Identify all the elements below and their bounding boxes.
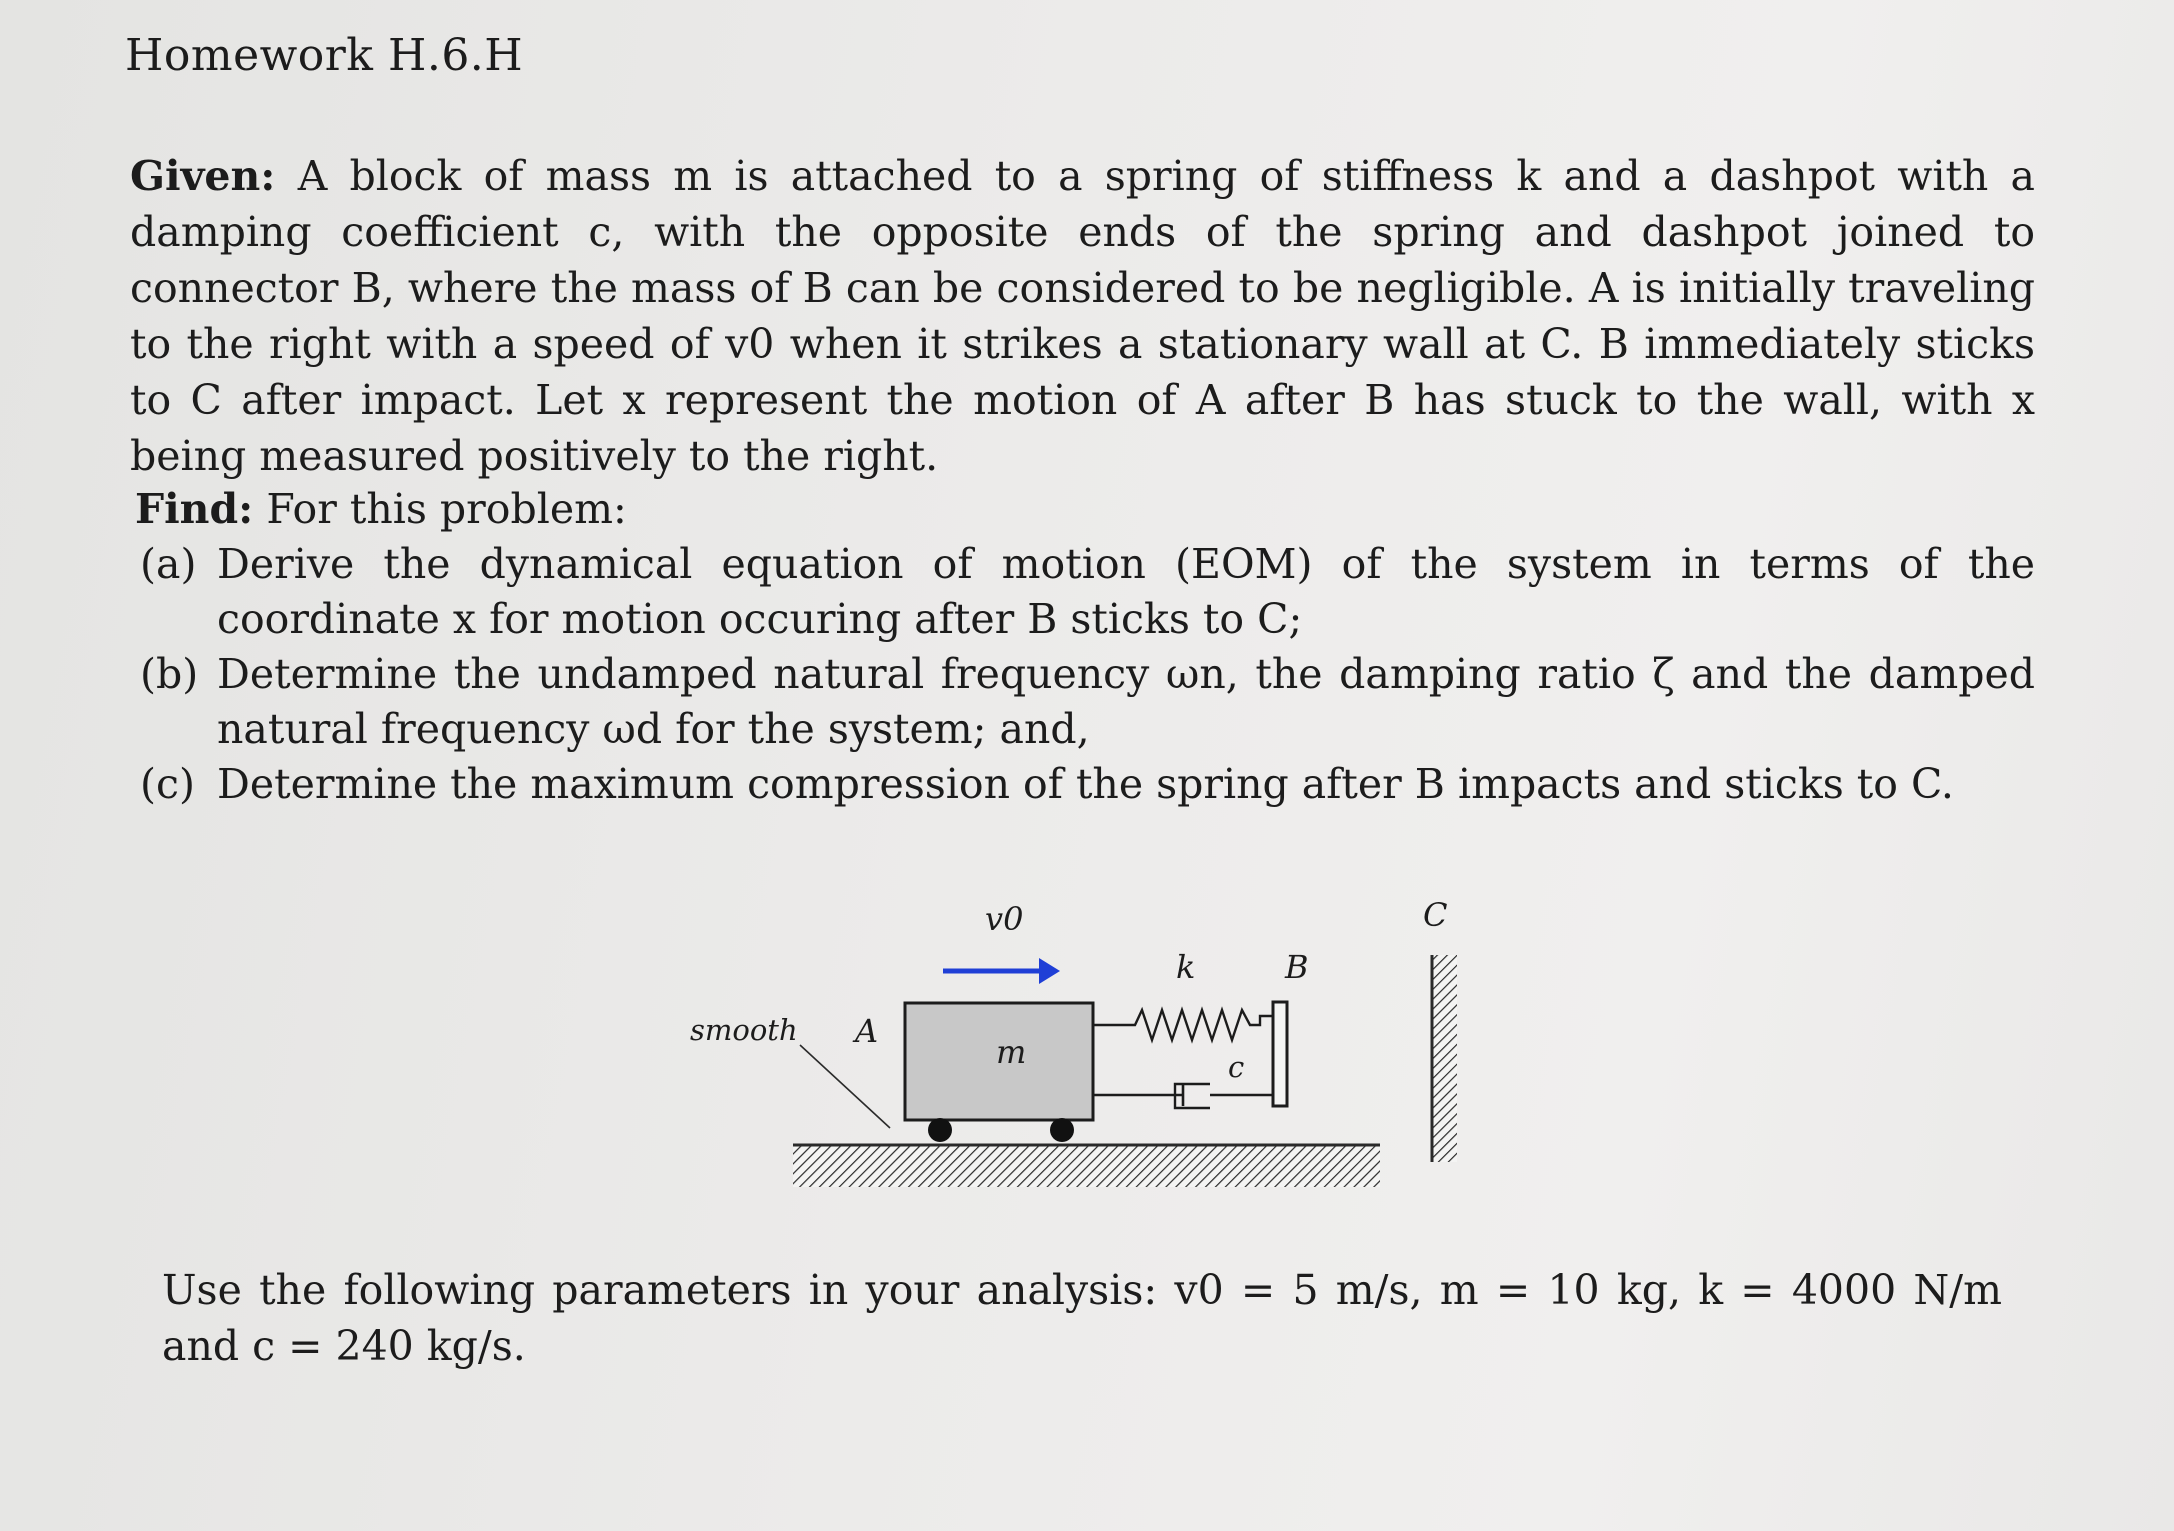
smooth-label: smooth	[690, 1013, 798, 1047]
page-title: Homework H.6.H	[125, 30, 524, 81]
parameters-paragraph: Use the following parameters in your analysis: v0 = 5 m/s, m = 10 kg, k = 4000 N/m and c = 240 kg/s.	[162, 1266, 2002, 1370]
find-item-text: Determine the undamped natural frequency ωn, the damping ratio ζ and the damped natural frequency ωd for the system; and,	[217, 650, 2035, 753]
find-label: Find:	[135, 485, 254, 533]
mass-spring-damper-figure	[680, 890, 1480, 1210]
label-k: k	[1176, 948, 1196, 986]
spring	[1093, 1010, 1273, 1040]
velocity-arrow-head	[1039, 958, 1060, 984]
ground-hatch	[793, 1145, 1380, 1187]
find-item-text: Derive the dynamical equation of motion (EOM) of the system in terms of the coordinate x for motion occuring after B sticks to C;	[217, 540, 2035, 643]
wall-hatch	[1432, 955, 1457, 1162]
given-text: A block of mass m is attached to a spring of stiffness k and a dashpot with a damping coefficient c, with the opposite ends of the spring and dashpot joined to connector B, where the mass of B can be considered to be negligible. A is initially traveling to the right with a speed of v0 when it strikes a stationary wall at C. B immediately sticks to C after impact. Let x represent the motion of A after B has stuck to the wall, with x being measured positively to the right.	[130, 152, 2035, 480]
label-m: m	[996, 1033, 1027, 1071]
find-item-c	[135, 757, 2035, 812]
given-paragraph	[130, 148, 2035, 484]
label-c-wall: C	[1423, 896, 1448, 934]
wheel-left	[928, 1118, 952, 1142]
label-c-damping: c	[1228, 1050, 1245, 1084]
find-intro: For this problem:	[266, 485, 627, 533]
smooth-pointer	[800, 1045, 890, 1128]
label-a: A	[855, 1012, 879, 1050]
find-item-label: (b)	[140, 650, 199, 698]
find-item-a	[135, 537, 2035, 647]
wheel-right	[1050, 1118, 1074, 1142]
find-item-text: Determine the maximum compression of the spring after B impacts and sticks to C.	[217, 760, 1954, 808]
find-item-b	[135, 647, 2035, 757]
find-item-label: (a)	[140, 540, 197, 588]
find-list	[135, 537, 2035, 812]
connector-b	[1273, 1002, 1287, 1106]
label-b: B	[1285, 948, 1309, 986]
find-section	[135, 482, 2035, 812]
find-header	[135, 482, 2035, 537]
label-v0: v0	[985, 900, 1024, 938]
given-label: Given:	[130, 152, 276, 200]
find-item-label: (c)	[140, 760, 195, 808]
